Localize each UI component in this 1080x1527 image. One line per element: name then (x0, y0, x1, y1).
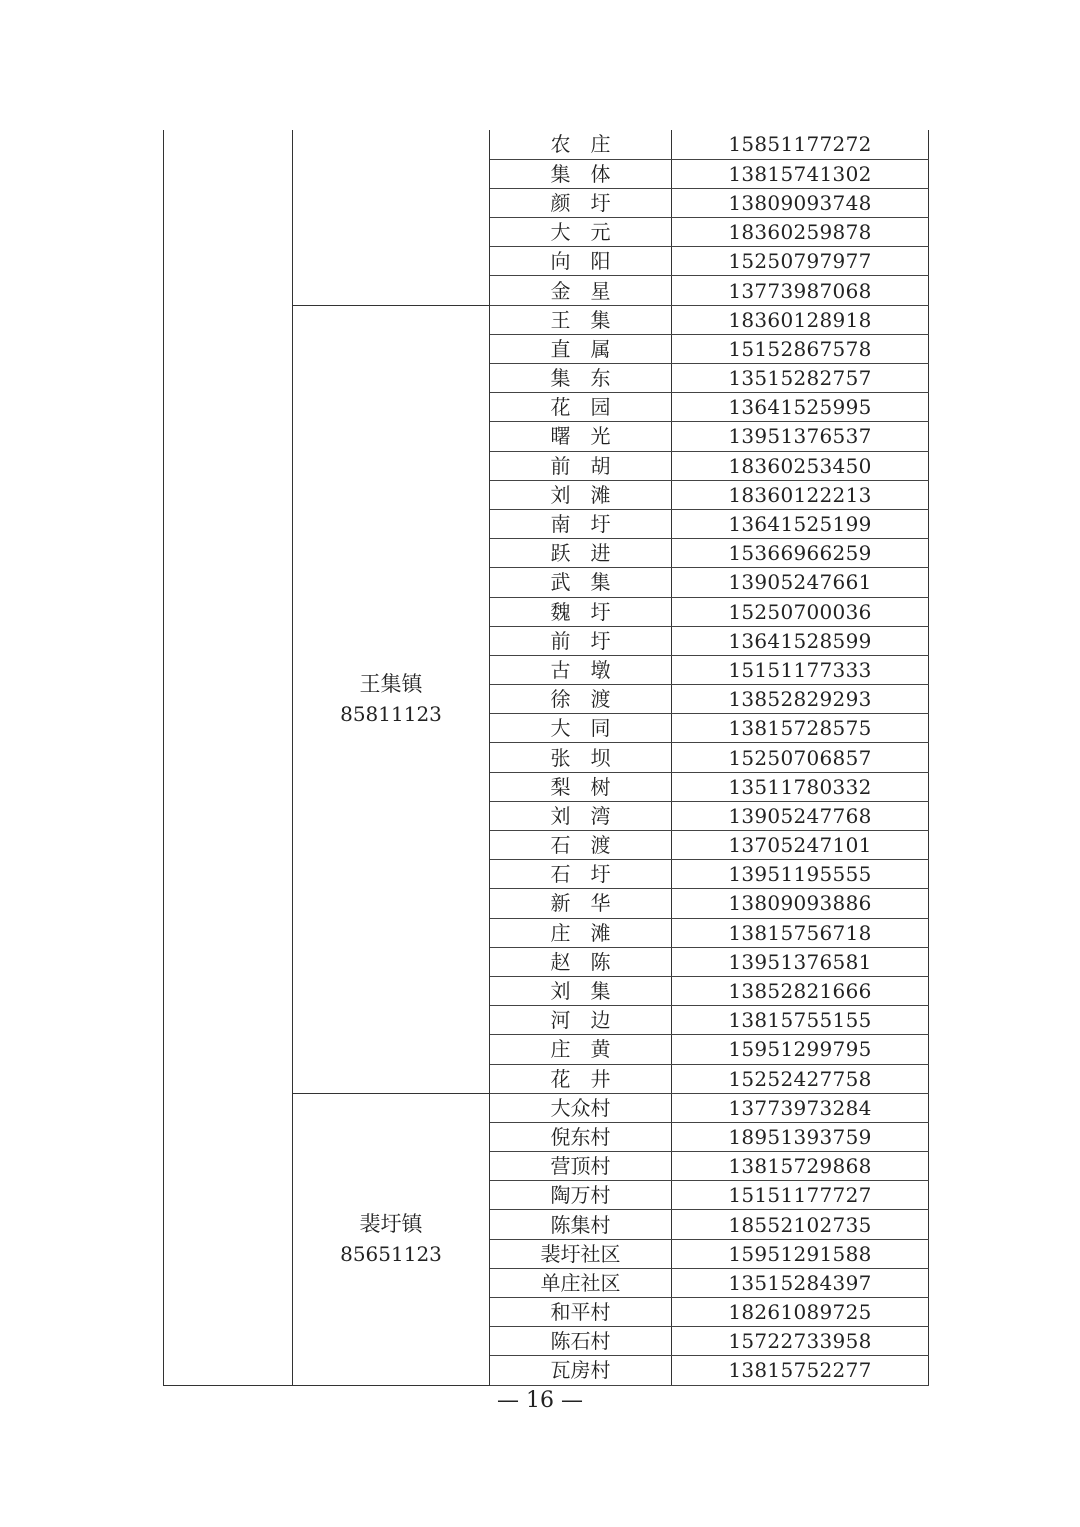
contact-table (163, 130, 929, 1386)
village-phone: 13905247768 (672, 801, 929, 830)
village-phone: 13809093748 (672, 188, 929, 217)
village-name: 梨 树 (490, 772, 672, 801)
village-name: 庄 黄 (490, 1035, 672, 1064)
village-phone: 18360259878 (672, 218, 929, 247)
village-name: 武 集 (490, 568, 672, 597)
village-phone: 13511780332 (672, 772, 929, 801)
village-name: 陈石村 (490, 1327, 672, 1356)
village-phone: 13641525199 (672, 509, 929, 538)
village-phone: 15152867578 (672, 334, 929, 363)
village-phone: 18360122213 (672, 480, 929, 509)
village-phone: 13951376537 (672, 422, 929, 451)
village-name: 集 东 (490, 364, 672, 393)
village-name: 河 边 (490, 1006, 672, 1035)
table-row (164, 130, 929, 159)
village-name: 前 圩 (490, 626, 672, 655)
village-name: 颜 圩 (490, 188, 672, 217)
village-phone: 15722733958 (672, 1327, 929, 1356)
village-phone: 18360253450 (672, 451, 929, 480)
village-name: 刘 集 (490, 976, 672, 1005)
village-name: 王 集 (490, 305, 672, 334)
category-cell (164, 130, 293, 1385)
village-phone: 15151177333 (672, 655, 929, 684)
village-phone: 15250700036 (672, 597, 929, 626)
village-name: 瓦房村 (490, 1356, 672, 1385)
village-name: 农 庄 (490, 130, 672, 159)
village-name: 裴圩社区 (490, 1239, 672, 1268)
village-name: 大 同 (490, 714, 672, 743)
village-name: 倪东村 (490, 1122, 672, 1151)
village-name: 花 井 (490, 1064, 672, 1093)
village-phone: 15951299795 (672, 1035, 929, 1064)
town-cell (293, 305, 490, 1093)
village-name: 营顶村 (490, 1152, 672, 1181)
village-phone: 13815755155 (672, 1006, 929, 1035)
village-name: 石 渡 (490, 831, 672, 860)
village-phone: 18360128918 (672, 305, 929, 334)
village-phone: 13705247101 (672, 831, 929, 860)
village-phone: 13951195555 (672, 860, 929, 889)
village-name: 跃 进 (490, 539, 672, 568)
village-name: 前 胡 (490, 451, 672, 480)
village-name: 赵 陈 (490, 947, 672, 976)
village-name: 刘 滩 (490, 480, 672, 509)
village-name: 直 属 (490, 334, 672, 363)
village-phone: 13773987068 (672, 276, 929, 305)
village-name: 和平村 (490, 1298, 672, 1327)
town-cell (293, 130, 490, 305)
village-phone: 13815741302 (672, 159, 929, 188)
village-phone: 13905247661 (672, 568, 929, 597)
village-name: 南 圩 (490, 509, 672, 538)
village-phone: 13809093886 (672, 889, 929, 918)
village-phone: 13815728575 (672, 714, 929, 743)
village-phone: 15366966259 (672, 539, 929, 568)
village-phone: 15851177272 (672, 130, 929, 159)
village-phone: 13815729868 (672, 1152, 929, 1181)
village-phone: 15951291588 (672, 1239, 929, 1268)
village-name: 刘 湾 (490, 801, 672, 830)
village-name: 大 元 (490, 218, 672, 247)
page-number: — 16 — (497, 1388, 583, 1413)
village-phone: 18261089725 (672, 1298, 929, 1327)
village-name: 陈集村 (490, 1210, 672, 1239)
village-phone: 15252427758 (672, 1064, 929, 1093)
village-name: 曙 光 (490, 422, 672, 451)
village-name: 大众村 (490, 1093, 672, 1122)
village-name: 向 阳 (490, 247, 672, 276)
village-phone: 13815756718 (672, 918, 929, 947)
village-name: 单庄社区 (490, 1268, 672, 1297)
village-name: 石 圩 (490, 860, 672, 889)
village-name: 魏 圩 (490, 597, 672, 626)
village-name: 徐 渡 (490, 685, 672, 714)
town-cell (293, 1093, 490, 1385)
village-phone: 13641525995 (672, 393, 929, 422)
village-phone: 13951376581 (672, 947, 929, 976)
town-name: 裴圩镇 (359, 1212, 423, 1237)
village-phone: 15250706857 (672, 743, 929, 772)
village-name: 张 坝 (490, 743, 672, 772)
village-name: 金 星 (490, 276, 672, 305)
village-phone: 13852821666 (672, 976, 929, 1005)
town-phone: 85811123 (340, 701, 442, 726)
village-phone: 13515284397 (672, 1268, 929, 1297)
village-phone: 13852829293 (672, 685, 929, 714)
village-phone: 15151177727 (672, 1181, 929, 1210)
village-name: 新 华 (490, 889, 672, 918)
village-phone: 13515282757 (672, 364, 929, 393)
village-name: 古 墩 (490, 655, 672, 684)
town-phone: 85651123 (340, 1241, 442, 1266)
village-phone: 15250797977 (672, 247, 929, 276)
village-name: 陶万村 (490, 1181, 672, 1210)
town-name: 王集镇 (359, 672, 423, 697)
village-phone: 13641528599 (672, 626, 929, 655)
village-phone: 18552102735 (672, 1210, 929, 1239)
village-phone: 13773973284 (672, 1093, 929, 1122)
village-name: 花 园 (490, 393, 672, 422)
village-phone: 18951393759 (672, 1122, 929, 1151)
village-name: 集 体 (490, 159, 672, 188)
village-name: 庄 滩 (490, 918, 672, 947)
village-phone: 13815752277 (672, 1356, 929, 1385)
